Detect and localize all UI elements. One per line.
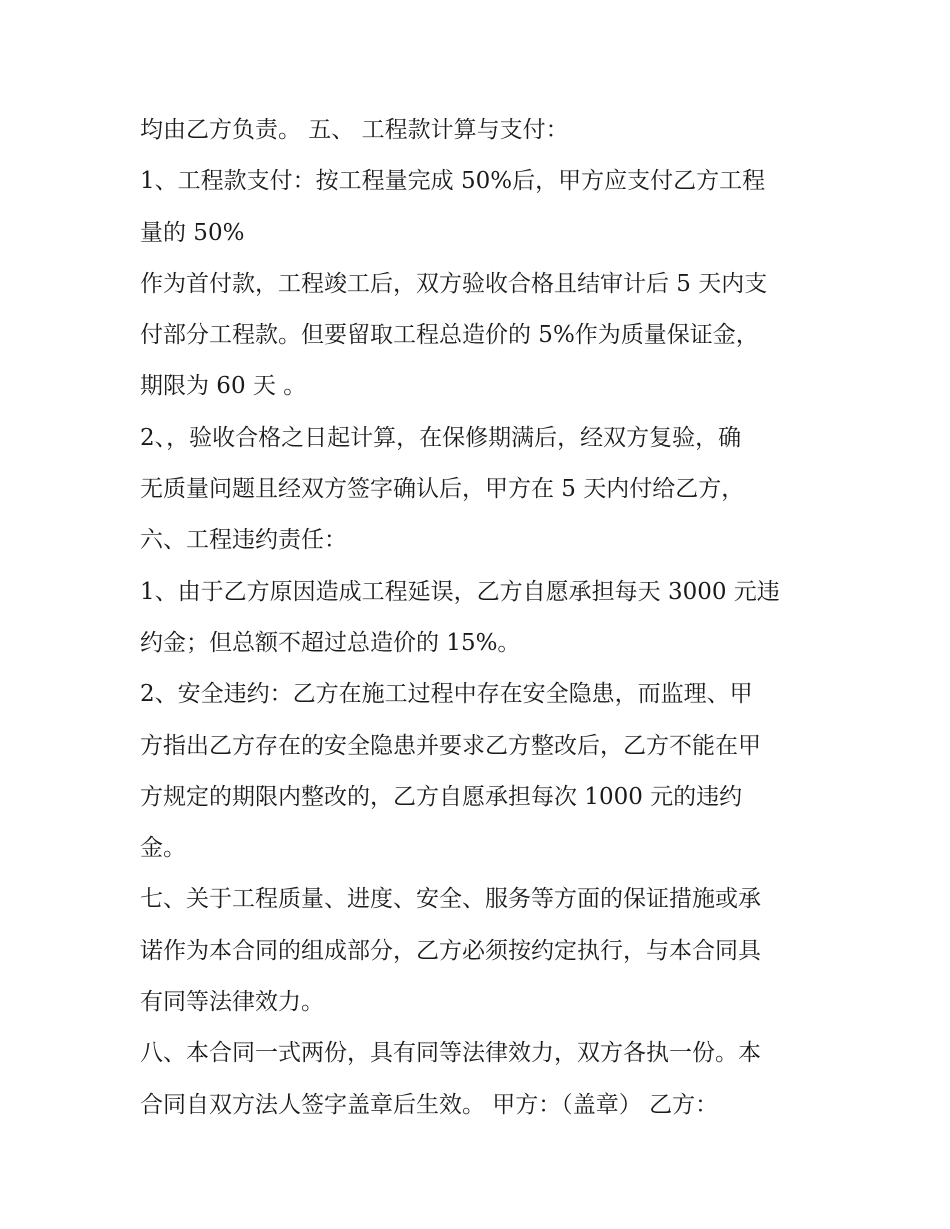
text-line: 无质量问题且经双方签字确认后，甲方在 5 天内付给乙方， (140, 476, 745, 503)
text-line: 七、关于工程质量、进度、安全、服务等方面的保证措施或承 (140, 886, 761, 913)
text-line: 作为首付款，工程竣工后，双方验收合格且结审计后 5 天内支 (140, 270, 768, 297)
section-heading: 六、工程违约责任： (140, 527, 347, 554)
text-line: 1、工程款支付：按工程量完成 50%后，甲方应支付乙方工程 (140, 168, 766, 195)
text-line: 方指出乙方存在的安全隐患并要求乙方整改后，乙方不能在甲 (140, 732, 761, 759)
text-line: 诺作为本合同的组成部分，乙方必须按约定执行，与本合同具 (140, 937, 761, 964)
text-line: 约金；但总额不超过总造价的 15%。 (140, 629, 521, 656)
text-line: 均由乙方负责。 五、 工程款计算与支付： (140, 117, 569, 143)
text-line: 2、，验收合格之日起计算，在保修期满后，经双方复验，确 (140, 424, 742, 451)
text-line: 量的 50% (140, 219, 245, 246)
text-line: 方规定的期限内整改的，乙方自愿承担每次 1000 元的违约 (140, 783, 743, 810)
text-line: 有同等法律效力。 (140, 989, 324, 1016)
contract-text-body (140, 108, 830, 1134)
text-line: 金。 (140, 835, 186, 862)
text-line: 八、本合同一式两份，具有同等法律效力，双方各执一份。本 (140, 1040, 761, 1067)
text-line: 1、由于乙方原因造成工程延误，乙方自愿承担每天 3000 元违 (140, 578, 780, 605)
text-line: 期限为 60 天 。 (140, 373, 307, 400)
text-line: 付部分工程款。但要留取工程总造价的 5%作为质量保证金， (140, 322, 759, 349)
text-line: 2、安全违约：乙方在施工过程中存在安全隐患，而监理、甲 (140, 681, 753, 708)
signature-line: 合同自双方法人签字盖章后生效。 甲方：（盖章） 乙方： (140, 1091, 719, 1118)
